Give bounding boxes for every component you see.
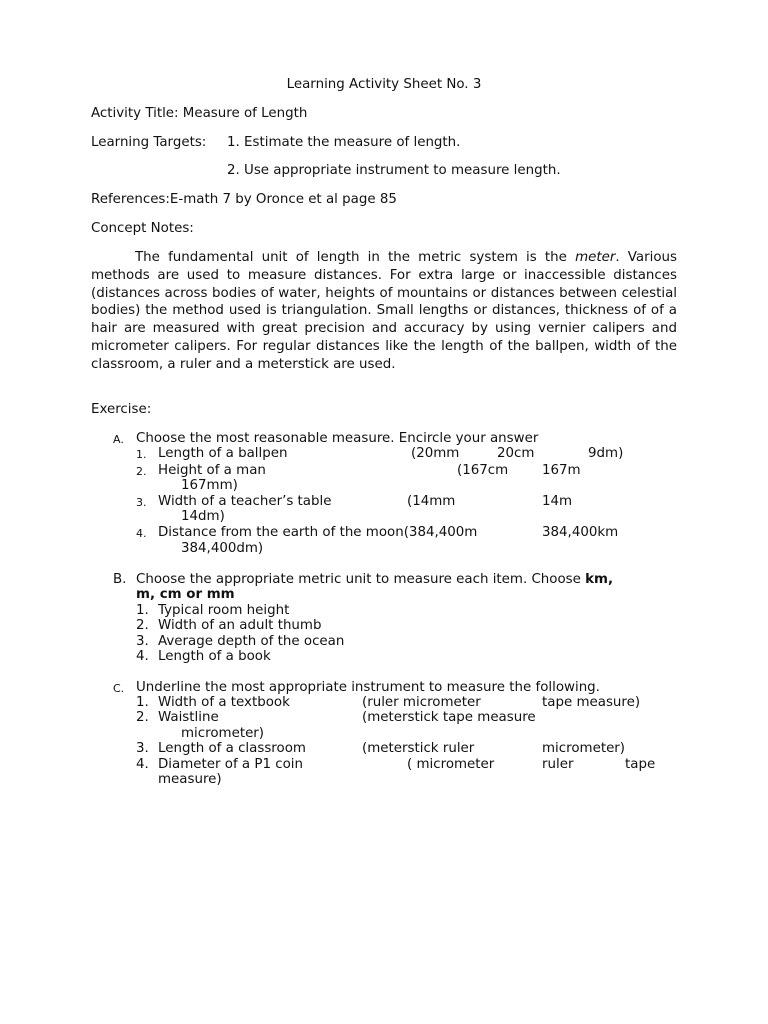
concept-notes-paragraph — [91, 249, 677, 374]
b1-num: 1. — [136, 603, 149, 618]
section-b-bold-2 — [136, 587, 235, 602]
c1-opt2: tape measure) — [542, 695, 641, 710]
c1-num: 1. — [136, 695, 149, 710]
b4-text: Length of a book — [158, 649, 271, 664]
a1-opt2: 20cm — [497, 446, 535, 461]
c1-text: Width of a textbook — [158, 695, 290, 710]
a3-opt1: (14mm — [407, 494, 456, 509]
a2-text: Height of a man — [158, 463, 266, 478]
a1-opt3: 9dm) — [588, 446, 624, 461]
a4-num: 4. — [136, 527, 147, 540]
b2-text: Width of an adult thumb — [158, 618, 322, 633]
a3-text: Width of a teacher’s table — [158, 494, 332, 509]
a1-opt1: (20mm — [411, 446, 460, 461]
section-b-bold-1: km, — [585, 572, 614, 587]
c3-text: Length of a classroom — [158, 741, 306, 756]
c4-text: Diameter of a P1 coin — [158, 757, 304, 772]
section-a-instruction: Choose the most reasonable measure. Encircle your answer — [136, 431, 539, 446]
learning-targets-label: Learning Targets: — [91, 135, 207, 150]
a4-opt2: 384,400km — [542, 525, 619, 540]
c4-opt1: ( micrometer — [407, 757, 495, 772]
exercise-label: Exercise: — [91, 402, 152, 417]
a3-opt3: 14dm) — [181, 509, 225, 524]
section-c-instruction: Underline the most appropriate instrument to measure the following. — [136, 680, 600, 695]
concept-text-meter: meter — [575, 250, 616, 265]
section-b-instruction — [136, 572, 613, 587]
c2-opt1: (meterstick tape measure — [362, 710, 536, 725]
references: References:E-math 7 by Oronce et al page 85 — [91, 192, 397, 207]
a2-num: 2. — [136, 465, 147, 478]
c3-opt1: (meterstick ruler — [362, 741, 475, 756]
c2-num: 2. — [136, 710, 149, 725]
section-b-instruction-text: Choose the appropriate metric unit to measure each item. Choose — [136, 572, 586, 587]
a4-opt3: 384,400dm) — [181, 541, 264, 556]
section-b-units: m, cm or mm — [136, 587, 235, 602]
c4-num: 4. — [136, 757, 149, 772]
learning-target-1: 1. Estimate the measure of length. — [227, 135, 461, 150]
concept-notes-label: Concept Notes: — [91, 221, 194, 236]
b3-text: Average depth of the ocean — [158, 634, 345, 649]
a2-opt3: 167mm) — [181, 478, 238, 493]
b4-num: 4. — [136, 649, 149, 664]
activity-title: Activity Title: Measure of Length — [91, 106, 308, 121]
section-b-letter: B. — [113, 572, 127, 587]
b3-num: 3. — [136, 634, 149, 649]
a2-opt1: (167cm — [457, 463, 509, 478]
c1-opt1: (ruler micrometer — [362, 695, 481, 710]
learning-target-2: 2. Use appropriate instrument to measure length. — [227, 163, 561, 178]
page-title: Learning Activity Sheet No. 3 — [286, 77, 482, 92]
c4-opt3: tape — [625, 757, 656, 772]
b1-text: Typical room height — [158, 603, 290, 618]
c2-text: Waistline — [158, 710, 219, 725]
c3-num: 3. — [136, 741, 149, 756]
a1-text: Length of a ballpen — [158, 446, 288, 461]
c4-opt4: measure) — [158, 772, 222, 787]
a4-text: Distance from the earth of the moon(384,400m — [158, 525, 478, 540]
section-a-letter: A. — [113, 433, 124, 446]
concept-text-1: The fundamental unit of length in the metric system is the — [135, 250, 576, 265]
c4-opt2: ruler — [542, 757, 574, 772]
a3-opt2: 14m — [542, 494, 573, 509]
c2-opt2: micrometer) — [181, 726, 265, 741]
c3-opt2: micrometer) — [542, 741, 626, 756]
section-c-letter: C. — [113, 682, 125, 695]
a2-opt2: 167m — [542, 463, 581, 478]
a1-num: 1. — [136, 448, 147, 461]
a3-num: 3. — [136, 496, 147, 509]
concept-text-2: . Various methods are used to measure distances. For extra large or inaccessible distances (distances across bodies of water, heights of mountains or distances between celestial bodies) the method used is triangulation. Small lengths or distances, thickness of of a hair are measured with great precision and accuracy by using vernier calipers and micrometer calipers. For regular distances like the length of the ballpen, width of the classroom, a ruler and a meterstick are used. — [91, 250, 677, 372]
b2-num: 2. — [136, 618, 149, 633]
